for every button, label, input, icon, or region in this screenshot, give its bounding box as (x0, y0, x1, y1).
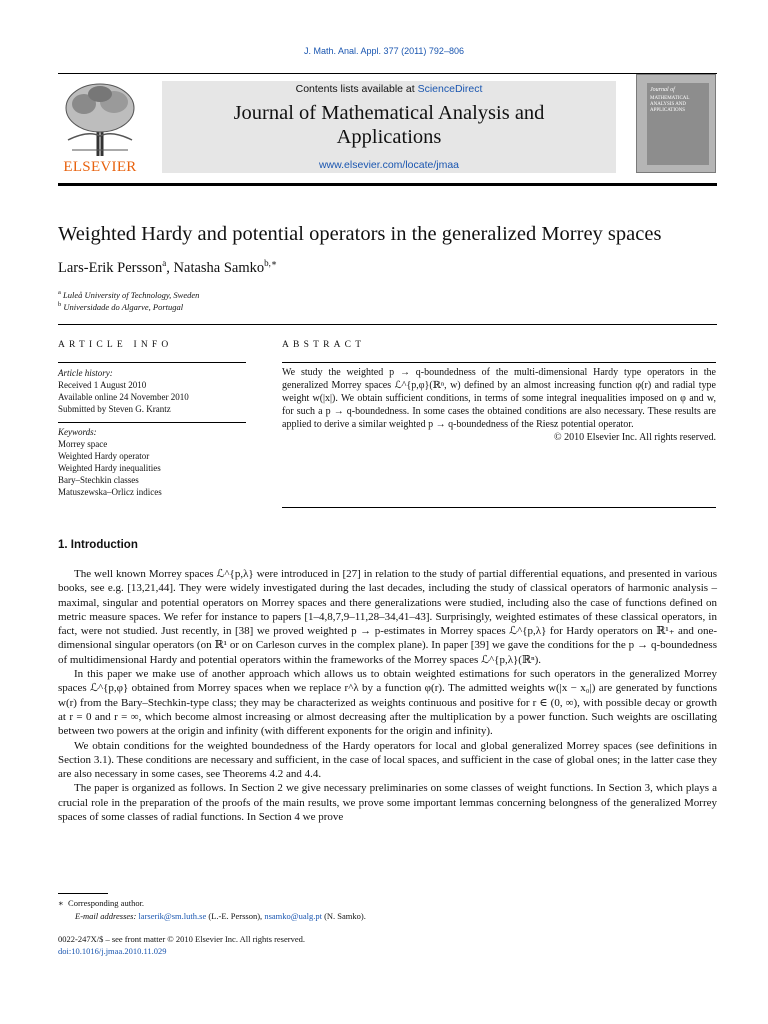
abstract-copyright: © 2010 Elsevier Inc. All rights reserved. (553, 432, 716, 443)
affiliation-mark: b,∗ (264, 258, 278, 268)
affiliation-mark: b (58, 301, 62, 308)
footnote-text: Corresponding author. (68, 898, 145, 908)
elsevier-wordmark: ELSEVIER (63, 159, 137, 175)
journal-title (162, 101, 616, 149)
section-rule (58, 324, 717, 325)
journal-url-link[interactable]: www.elsevier.com/locate/jmaa (318, 159, 460, 171)
abstract-heading: ABSTRACT (282, 340, 366, 350)
affiliation-text: Luleå University of Technology, Sweden (63, 289, 200, 300)
affiliation-mark: a (162, 258, 167, 268)
footnote-rule (58, 893, 108, 894)
paragraph: We obtain conditions for the weighted boundedness of the Hardy operators for local and global generalized Morrey spaces (see definitions in Section 3.1). These conditions are necessary and sufficient, in the case of local spaces, and sufficient in the case of global ones; in the latter case they are also necessary in some cases, see Theorems 4.2 and 4.4. (58, 739, 717, 781)
history-received: Received 1 August 2010 (58, 380, 147, 390)
paragraph: The paper is organized as follows. In Section 2 we give necessary preliminaries on some classes of weight functions. In Section 3, which plays a crucial role in the preparation of the proofs of the main results, we prove some important lemmas concerning belongness of the generalized Morrey spaces of some classes of radial functions. In Section 4 we prove (58, 782, 717, 824)
footnote-corresponding (58, 898, 144, 909)
abstract-bottom-rule (282, 507, 716, 508)
affiliation-text: Universidade do Algarve, Portugal (63, 301, 184, 312)
article-title: Weighted Hardy and potential operators in the generalized Morrey spaces (58, 223, 662, 245)
article-info-heading: ARTICLE INFO (58, 340, 173, 350)
journal-cover-image (636, 74, 716, 173)
affiliation-b (58, 301, 183, 312)
keywords-rule (58, 422, 246, 423)
elsevier-tree-icon (58, 80, 142, 158)
author-name[interactable]: Lars-Erik Persson (58, 259, 163, 276)
doi-link[interactable]: doi:10.1016/j.jmaa.2010.11.029 (58, 946, 167, 956)
history-submitted: Submitted by Steven G. Krantz (58, 404, 171, 414)
keyword-item: Weighted Hardy operator (58, 451, 150, 461)
email-owner: (N. Samko). (321, 911, 366, 921)
author-separator: , (166, 259, 174, 276)
abstract-body (282, 366, 716, 444)
journal-citation[interactable]: J. Math. Anal. Appl. 377 (2011) 792–806 (304, 46, 464, 56)
author-name[interactable]: Natasha Samko (173, 259, 265, 276)
journal-title-line1: Journal of Mathematical Analysis and (233, 102, 545, 124)
keywords-label: Keywords: (58, 427, 97, 437)
contents-line (162, 83, 616, 95)
section-heading: 1. Introduction (58, 539, 138, 551)
footer-issn: 0022-247X/$ – see front matter © 2010 Elsevier Inc. All rights reserved. (58, 934, 305, 944)
history-online: Available online 24 November 2010 (58, 392, 189, 402)
paragraph: In this paper we make use of another approach which allows us to obtain weighted estimations for such operators in the generalized Morrey spaces ℒ^{p,φ} obtained from Morrey spaces when we replace r^λ by a function φ(r). The admitted weights w(|x − x₀|) are generated by functions w(r) from the Bary–Stechkin-type class; they may be characterized as weights continuous and positive for r ∈ (0, ∞), with possible decay or growth at r = 0 and r = ∞, which become almost increasing or almost decreasing after the multiplication by a power function. Such weights are oscillating between two powers at the origin and infinity (with different exponents for the origin and infinity). (58, 668, 717, 738)
keyword-item: Bary–Stechkin classes (58, 475, 139, 485)
email-label: E-mail addresses: (75, 911, 137, 921)
cover-subtitle: MATHEMATICAL ANALYSIS AND APPLICATIONS (650, 96, 690, 113)
journal-title-line2: Applications (336, 126, 442, 148)
abstract-text: We study the weighted p → q-boundedness of the multi-dimensional Hardy type operators in the generalized Morrey spaces ℒ^{p,φ}(ℝⁿ, w) defined by an almost increasing function φ(r) and radial type weight w(|x|). We obtain sufficient conditions, in terms of some integral inequalities imposed on φ and w, for such a p → q-boundedness. In some cases the obtained conditions are also necessary. These results are applied to derive a similar weighted p → q-boundedness of the Riesz potential operator. (282, 367, 716, 430)
contents-prefix: Contents lists available at (295, 83, 418, 95)
email-owner: (L.-E. Persson), (206, 911, 265, 921)
keyword-item: Matuszewska–Orlicz indices (58, 487, 162, 497)
affiliation-a (58, 289, 199, 300)
footnote-emails (75, 911, 366, 921)
footnote-mark: ∗ (58, 898, 64, 908)
sciencedirect-link[interactable]: ScienceDirect (417, 83, 483, 95)
keyword-item: Weighted Hardy inequalities (58, 463, 161, 473)
email-link[interactable]: larserik@sm.luth.se (138, 911, 207, 921)
author-list (58, 258, 277, 277)
affiliation-mark: a (58, 289, 61, 296)
article-info-rule (58, 362, 246, 363)
keywords-block (58, 426, 162, 498)
elsevier-logo (58, 80, 142, 176)
introduction-body (58, 567, 717, 824)
keyword-item: Morrey space (58, 439, 108, 449)
header-rule (58, 73, 717, 74)
email-link[interactable]: nsamko@ualg.pt (264, 911, 322, 921)
paragraph: The well known Morrey spaces ℒ^{p,λ} were introduced in [27] in relation to the study of partial differential equations, and presented in various books, see e.g. [13,21,44]. They were widely investigated during the last decades, including the study of classical operators of harmonic analysis – maximal, singular and potential operators on Morrey spaces and there generalizations were studied, including also the case of functions defined on metric measure spaces. We refer for instance to papers [1–4,8,7,9–11,28–34,41–43]. Surprisingly, weighted estimates of these classical operators, in fact, were not studied. Just recently, in [38] we proved weighted p → p-estimates in Morrey spaces ℒ^{p,λ} for Hardy operators on ℝ¹₊ and one-dimensional singular operators (on ℝ¹ or on Carleson curves in the complex plane). In paper [39] we gave the conditions for the p → q-boundedness of multidimensional Hardy and potential operators within the frameworks of the Morrey spaces ℒ^{p,λ}(ℝⁿ). (58, 568, 717, 666)
cover-title: Journal of (650, 87, 675, 93)
abstract-rule (282, 362, 716, 363)
history-label: Article history: (58, 368, 113, 378)
article-history (58, 367, 189, 415)
header-thick-rule (58, 183, 717, 186)
